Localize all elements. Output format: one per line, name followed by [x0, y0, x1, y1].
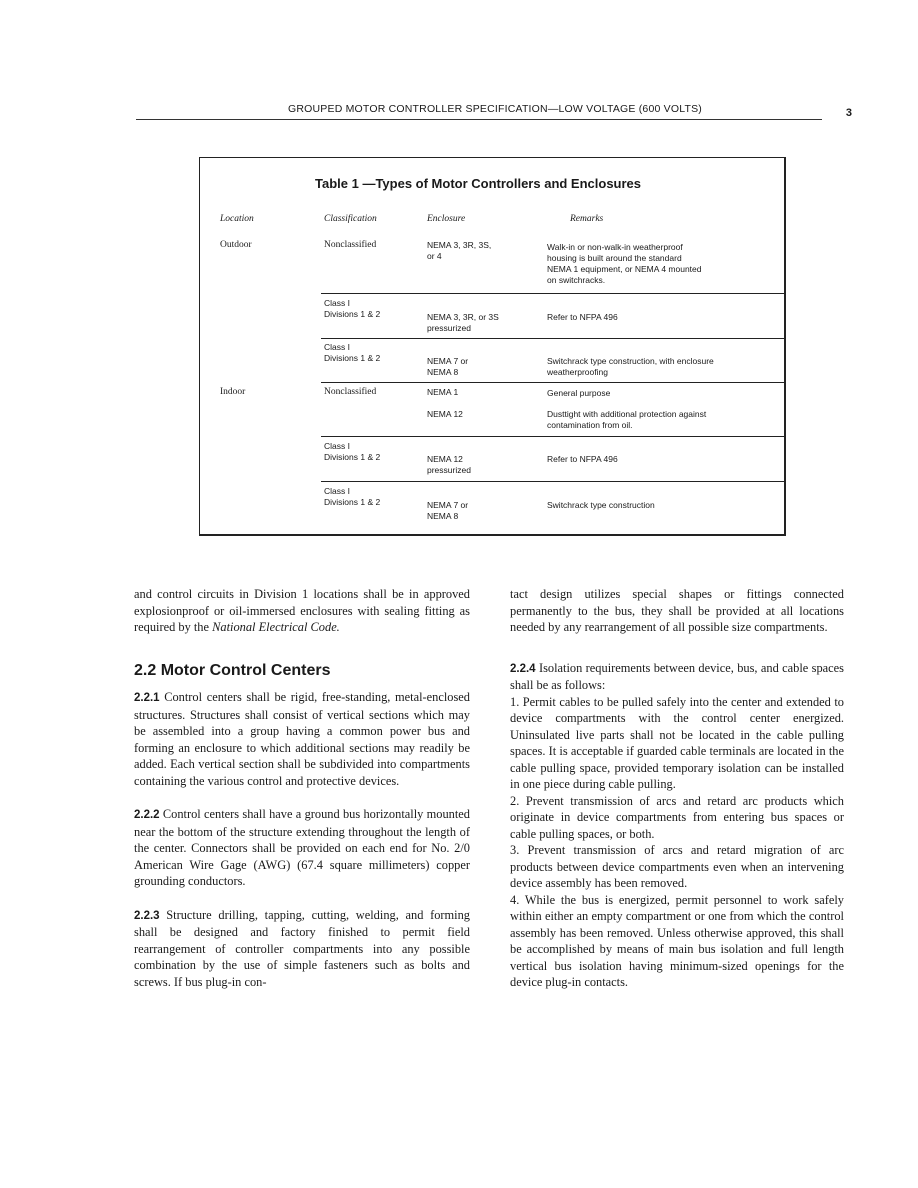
right-column — [510, 586, 844, 991]
section-number: 2.2.3 — [134, 909, 160, 922]
row-divider — [321, 382, 784, 383]
cell-remarks: Dusttight with additional protection against contamination from oil. — [547, 409, 707, 430]
page-number: 3 — [845, 107, 852, 119]
cell-remarks: Refer to NFPA 496 — [547, 312, 618, 322]
cell-enclosure: NEMA 7 or NEMA 8 — [427, 356, 469, 377]
cell-enclosure: NEMA 1 — [427, 387, 459, 397]
list-item-3: 3. Prevent transmission of arcs and retard migration of arc products between device compartments even when an intervening device assembly has been removed. — [510, 843, 844, 890]
cell-enclosure: NEMA 3, 3R, or 3S pressurized — [427, 312, 499, 333]
cell-enclosure: NEMA 12 pressurized — [427, 454, 471, 475]
row-divider — [321, 481, 784, 482]
paragraph-2-2-3: 2.2.3 Structure drilling, tapping, cutting, welding, and forming shall be designed and factory finished to permit field rearrangement of controller compartments into any possible combination by the use of simple fasteners such as bolts and screws. If bus plug-in con- — [134, 907, 470, 989]
col-header-enclosure: Enclosure — [427, 214, 466, 224]
paragraph-2-2-2: 2.2.2 Control centers shall have a ground bus horizontally mounted near the bottom of the structure extending throughout the length of the center. Connectors shall be provided on each end for No. 2/0 American Wire Gage (AWG) (67.4 square millimeters) copper grounding conductors. — [134, 807, 470, 888]
cell-classification: Nonclassified — [324, 387, 377, 397]
section-heading: 2.2 Motor Control Centers — [134, 661, 331, 679]
cell-remarks: Walk-in or non-walk-in weatherproof housing is built around the standard NEMA 1 equipment, or NEMA 4 mounted on switchracks. — [547, 242, 702, 285]
page-header — [136, 103, 852, 123]
list-item-1: 1. Permit cables to be pulled safely into the center and extended to device compartments with the control center energized. Uninsulated live parts shall not be located in the cable pulling spaces. It is acceptable if guarded cable terminals are located in the cable pulling space, provided temporary isolation can be installed in one piece during cable pulling. — [510, 694, 844, 791]
section-number: 2.2.4 — [510, 662, 536, 675]
col-header-classification: Classification — [324, 214, 377, 224]
section-number: 2.2.1 — [134, 692, 160, 704]
cell-enclosure: NEMA 12 — [427, 409, 463, 419]
header-rule — [136, 119, 822, 120]
paragraph-2-2-4: 2.2.4 Isolation requirements between device, bus, and cable spaces shall be as follows: — [510, 660, 844, 692]
row-divider — [321, 338, 784, 339]
list-item-4: 4. While the bus is energized, permit personnel to work safely within either an empty compartment or one from which the control assembly has been removed. Unless otherwise approved, this shall be accomplished by means of main bus isolation and full length vertical bus isolation having minimum-sized openings for the device plug-in contacts. — [510, 892, 844, 989]
cell-classification: Class I Divisions 1 & 2 — [324, 342, 381, 363]
cell-enclosure: NEMA 3, 3R, 3S, or 4 — [427, 240, 492, 261]
cell-remarks: Switchrack type construction, with enclosure weatherproofing — [547, 356, 714, 377]
table-1 — [199, 157, 786, 536]
row-divider — [321, 293, 784, 294]
nec-reference: National Electrical Code. — [212, 620, 340, 634]
paragraph-intro: and control circuits in Division 1 locations shall be in approved explosionproof or oil-immersed enclosures with sealing fitting as required by the National Electrical Code. — [134, 587, 470, 634]
col-header-location: Location — [220, 214, 254, 224]
col-header-remarks: Remarks — [570, 214, 604, 224]
cell-enclosure: NEMA 7 or NEMA 8 — [427, 500, 469, 521]
paragraph-continued: tact design utilizes special shapes or fittings connected permanently to the bus, they shall be provided at all locations needed by any rearrangement of all possible size compartments. — [510, 587, 844, 634]
left-column — [134, 586, 470, 990]
cell-classification: Class I Divisions 1 & 2 — [324, 441, 381, 462]
cell-remarks: Switchrack type construction — [547, 500, 655, 510]
cell-location: Outdoor — [220, 240, 252, 250]
table-caption: Table 1 —Types of Motor Controllers and Enclosures — [315, 176, 642, 191]
section-number: 2.2.2 — [134, 809, 160, 821]
running-title: GROUPED MOTOR CONTROLLER SPECIFICATION—LOW VOLTAGE (600 VOLTS) — [288, 103, 702, 115]
cell-classification: Class I Divisions 1 & 2 — [324, 486, 381, 507]
cell-remarks: Refer to NFPA 496 — [547, 454, 618, 464]
cell-remarks: General purpose — [547, 388, 611, 398]
paragraph-2-2-1: 2.2.1 Control centers shall be rigid, free-standing, metal-enclosed structures. Structures shall consist of vertical sections which may be assembled into a group having a common power bus and forming an enclosure to which additional sections may readily be added. Each vertical section shall be subdivided into compartments containing the various control and protective devices. — [134, 690, 470, 788]
cell-location: Indoor — [220, 387, 246, 397]
list-item-2: 2. Prevent transmission of arcs and retard arc products which originate in device compartments from entering bus spaces or cable pulling spaces, or both. — [510, 793, 844, 841]
cell-classification: Nonclassified — [324, 240, 377, 250]
row-divider — [321, 436, 784, 437]
cell-classification: Class I Divisions 1 & 2 — [324, 298, 381, 319]
